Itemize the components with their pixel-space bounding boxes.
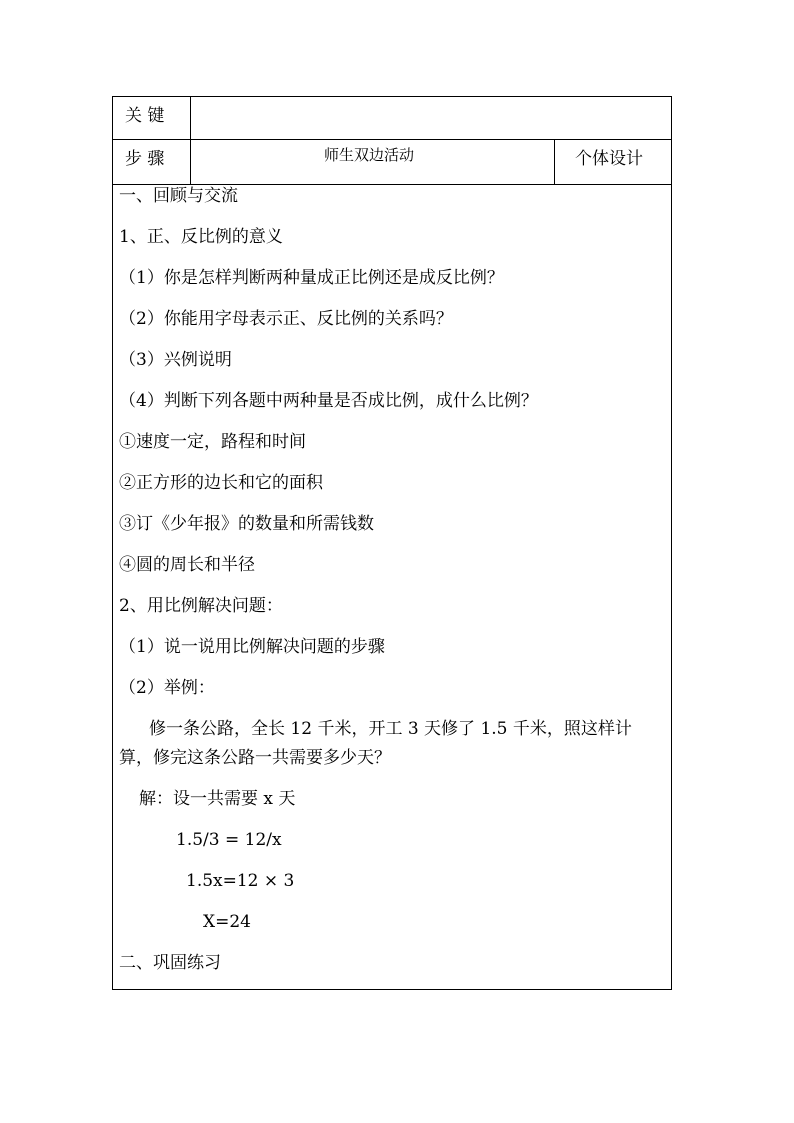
problem-line-2: 算，修完这条公路一共需要多少天？ [119,748,391,768]
case-2: ②正方形的边长和它的面积 [119,473,323,493]
equation-3: X=24 [203,912,251,932]
section1-title: 一、回顾与交流 [119,186,238,206]
equation-1: 1.5/3 = 12/x [176,830,282,850]
design-divider [554,140,555,184]
question-4: （4）判断下列各题中两种量是否成比例，成什么比例？ [119,391,538,411]
item1-title: 1、正、反比例的意义 [119,227,283,247]
case-4: ④圆的周长和半径 [119,555,255,575]
question-1: （1）你是怎样判断两种量成正比例还是成反比例？ [119,268,504,288]
case-1: ①速度一定，路程和时间 [119,432,306,452]
equation-2: 1.5x=12 × 3 [186,871,295,891]
activity-label: 师生双边活动 [324,146,415,164]
design-label: 个体设计 [575,149,643,169]
step-divider [190,140,191,184]
key-row [113,97,671,140]
problem-line-1: 修一条公路，全长 12 千米，开工 3 天修了 1.5 千米，照这样计 [149,719,632,739]
point-2: （2）举例： [119,678,215,698]
item2-title: 2、用比例解决问题： [119,596,283,616]
header-row [113,140,671,185]
point-1: （1）说一说用比例解决问题的步骤 [119,637,385,657]
lesson-plan-table [112,96,672,990]
step-label: 步 骤 [125,149,165,169]
case-3: ③订《少年报》的数量和所需钱数 [119,514,374,534]
solution-intro: 解：设一共需要 x 天 [139,789,296,809]
question-3: （3）兴例说明 [119,350,232,370]
key-divider [190,97,191,139]
question-2: （2）你能用字母表示正、反比例的关系吗？ [119,309,453,329]
section2-title: 二、巩固练习 [119,953,221,973]
key-label: 关 键 [125,106,165,126]
